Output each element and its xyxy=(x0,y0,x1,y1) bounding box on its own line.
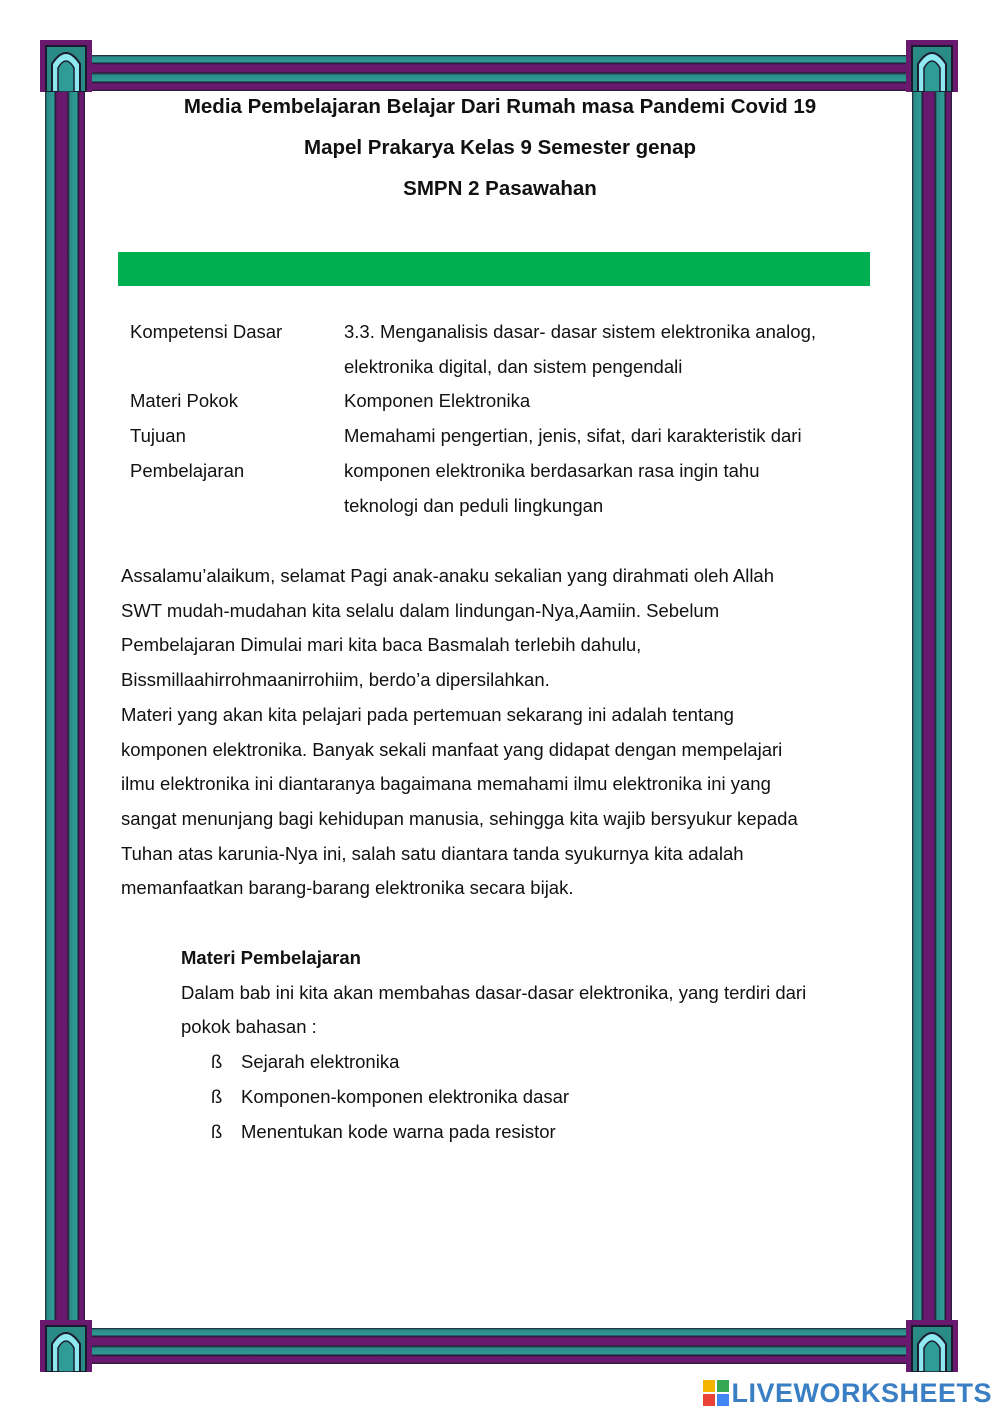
list-item xyxy=(211,1115,881,1150)
bullet-icon: ß xyxy=(211,1120,223,1142)
paragraph-line: sangat menunjang bagi kehidupan manusia, sehingga kita wajib bersyukur kepada xyxy=(121,807,798,829)
info-label: Pembelajaran xyxy=(130,459,245,481)
topic-list xyxy=(181,1045,881,1149)
corner-ornament-icon xyxy=(40,1320,92,1372)
info-value: teknologi dan peduli lingkungan xyxy=(344,494,604,516)
info-label xyxy=(130,489,344,524)
list-item-label: Menentukan kode warna pada resistor xyxy=(241,1120,556,1142)
materi-intro-line: pokok bahasan : xyxy=(181,1016,317,1038)
right-border xyxy=(912,60,952,1360)
paragraph-line: Bissmillaahirrohmaanirrohiim, berdo’a dipersilahkan. xyxy=(121,669,550,691)
info-row xyxy=(130,350,874,385)
corner-ornament-icon xyxy=(906,40,958,92)
info-value: elektronika digital, dan sistem pengendali xyxy=(344,355,683,377)
section-heading: Materi Pembelajaran xyxy=(181,947,361,968)
logo-badge-icon xyxy=(703,1380,729,1406)
list-item-label: Komponen-komponen elektronika dasar xyxy=(241,1085,570,1107)
paragraph-line: ilmu elektronika ini diantaranya bagaimana memahami ilmu elektronika ini yang xyxy=(121,773,771,795)
corner-ornament-icon xyxy=(40,40,92,92)
paragraph-line: komponen elektronika. Banyak sekali manfaat yang didapat dengan mempelajari xyxy=(121,738,783,760)
bottom-border xyxy=(60,1328,940,1364)
list-item xyxy=(211,1080,881,1115)
list-item xyxy=(211,1045,881,1080)
info-value: Memahami pengertian, jenis, sifat, dari karakteristik dari xyxy=(344,425,802,447)
subject-title: Mapel Prakarya Kelas 9 Semester genap xyxy=(304,136,696,159)
school-title: SMPN 2 Pasawahan xyxy=(403,177,597,200)
info-value: Komponen Elektronika xyxy=(344,390,531,412)
bullet-icon: ß xyxy=(211,1051,223,1073)
page-title: Media Pembelajaran Belajar Dari Rumah masa Pandemi Covid 19 xyxy=(183,95,817,118)
paragraph-line: Tuhan atas karunia-Nya ini, salah satu diantara tanda syukurnya kita adalah xyxy=(121,842,744,864)
materi-intro-line: Dalam bab ini kita akan membahas dasar-dasar elektronika, yang terdiri dari xyxy=(181,981,807,1003)
info-label: Tujuan xyxy=(130,425,186,447)
paragraph-line: Pembelajaran Dimulai mari kita baca Basmalah terlebih dahulu, xyxy=(121,634,642,656)
info-table xyxy=(130,315,874,523)
info-row xyxy=(130,489,874,524)
list-item-label: Sejarah elektronika xyxy=(241,1051,400,1073)
paragraph-line: memanfaatkan barang-barang elektronika secara bijak. xyxy=(121,877,574,899)
materi-section xyxy=(181,941,881,1149)
info-value: komponen elektronika berdasarkan rasa ingin tahu xyxy=(344,459,760,481)
paragraph-line: SWT mudah-mudahan kita selalu dalam lindungan-Nya,Aamiin. Sebelum xyxy=(121,599,720,621)
top-border xyxy=(60,55,940,91)
watermark-text: LIVEWORKSHEETS xyxy=(731,1377,992,1408)
info-row xyxy=(130,454,874,489)
info-row xyxy=(130,384,874,419)
info-row xyxy=(130,419,874,454)
info-label: Kompetensi Dasar xyxy=(130,321,283,342)
section-divider-bar xyxy=(118,252,870,286)
paragraph-line: Assalamu’alaikum, selamat Pagi anak-anaku sekalian yang dirahmati oleh Allah xyxy=(121,565,775,586)
info-value: 3.3. Menganalisis dasar- dasar sistem elektronika analog, xyxy=(344,321,816,342)
intro-paragraph xyxy=(121,559,881,906)
info-label xyxy=(130,350,344,385)
info-label: Materi Pokok xyxy=(130,390,238,412)
liveworksheets-logo[interactable] xyxy=(703,1378,992,1408)
corner-ornament-icon xyxy=(906,1320,958,1372)
paragraph-line: Materi yang akan kita pelajari pada pertemuan sekarang ini adalah tentang xyxy=(121,703,734,725)
left-border xyxy=(45,60,85,1360)
info-row xyxy=(130,315,874,350)
bullet-icon: ß xyxy=(211,1085,223,1107)
